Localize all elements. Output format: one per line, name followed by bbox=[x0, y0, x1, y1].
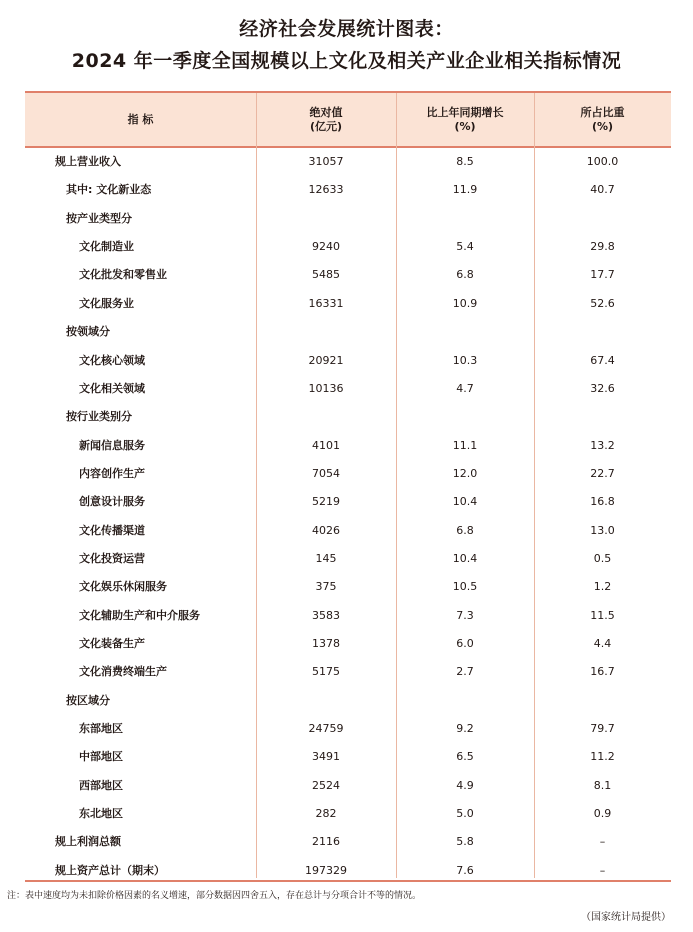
cell-growth: 11.1 bbox=[452, 438, 478, 452]
chart-title-line2: 2024 年一季度全国规模以上文化及相关产业企业相关指标情况 bbox=[71, 50, 622, 72]
cell-share: 1.2 bbox=[593, 580, 612, 594]
row-label: 文化传播渠道 bbox=[79, 523, 145, 537]
table-row bbox=[25, 148, 671, 176]
cell-share: 22.7 bbox=[590, 466, 615, 480]
cell-absolute-value: 2524 bbox=[312, 778, 340, 792]
header-growth-line2: (%) bbox=[454, 119, 476, 133]
cell-growth: 10.3 bbox=[452, 353, 478, 367]
table-row bbox=[25, 261, 671, 289]
row-label: 中部地区 bbox=[79, 750, 123, 764]
cell-share: 8.1 bbox=[593, 778, 612, 792]
table-row bbox=[25, 743, 671, 771]
table-row bbox=[25, 375, 671, 403]
cell-share: 4.4 bbox=[593, 637, 612, 650]
cell-growth: 2.7 bbox=[456, 665, 474, 679]
cell-growth: 6.8 bbox=[456, 523, 474, 537]
cell-growth: 10.9 bbox=[452, 296, 478, 310]
table-row bbox=[25, 715, 671, 743]
cell-share: 52.6 bbox=[590, 296, 615, 310]
table-row bbox=[25, 828, 671, 856]
header-absolute-value-line2: (亿元) bbox=[309, 119, 343, 133]
cell-absolute-value: 5219 bbox=[312, 495, 340, 509]
row-label: 规上营业收入 bbox=[55, 155, 121, 168]
cell-absolute-value: 12633 bbox=[308, 183, 344, 197]
cell-share: 11.2 bbox=[590, 750, 615, 764]
cell-growth: 5.8 bbox=[456, 835, 474, 849]
cell-absolute-value: 2116 bbox=[312, 835, 340, 849]
row-label: 文化消费终端生产 bbox=[79, 665, 167, 679]
cell-share: – bbox=[599, 863, 606, 877]
cell-share: 40.7 bbox=[590, 183, 615, 197]
cell-share: 16.8 bbox=[590, 495, 615, 509]
table-row bbox=[25, 460, 671, 488]
cell-growth: 10.4 bbox=[452, 495, 478, 509]
cell-share: 0.9 bbox=[593, 807, 612, 821]
row-label: 内容创作生产 bbox=[79, 466, 145, 480]
row-label: 文化核心领域 bbox=[79, 353, 145, 367]
cell-share: 16.7 bbox=[590, 665, 615, 679]
cell-growth: 6.0 bbox=[456, 637, 474, 650]
cell-absolute-value: 5485 bbox=[312, 268, 340, 282]
table-row bbox=[25, 318, 671, 346]
cell-absolute-value: 7054 bbox=[312, 466, 340, 480]
table-row bbox=[25, 573, 671, 601]
cell-absolute-value: 4101 bbox=[312, 438, 340, 452]
cell-growth: 6.8 bbox=[456, 268, 474, 282]
cell-growth: 9.2 bbox=[456, 722, 474, 735]
cell-absolute-value: 3583 bbox=[312, 608, 340, 622]
table-row bbox=[25, 347, 671, 375]
cell-share: – bbox=[599, 835, 606, 849]
cell-absolute-value: 9240 bbox=[312, 240, 340, 254]
cell-absolute-value: 3491 bbox=[312, 750, 340, 764]
row-label: 按领域分 bbox=[66, 325, 110, 339]
row-label: 文化批发和零售业 bbox=[79, 268, 167, 282]
cell-growth: 8.5 bbox=[456, 155, 474, 168]
cell-share: 11.5 bbox=[590, 608, 615, 622]
header-absolute-value-line1: 绝对值 bbox=[309, 105, 343, 119]
cell-share: 13.2 bbox=[590, 438, 615, 452]
row-label: 东北地区 bbox=[79, 807, 123, 821]
cell-absolute-value: 10136 bbox=[308, 381, 344, 395]
cell-growth: 10.5 bbox=[452, 580, 478, 594]
row-label: 文化服务业 bbox=[79, 296, 134, 310]
table-row bbox=[25, 602, 671, 630]
header-indicator-text: 指 标 bbox=[127, 112, 154, 126]
cell-absolute-value: 31057 bbox=[308, 155, 344, 168]
cell-absolute-value: 4026 bbox=[312, 523, 340, 537]
cell-absolute-value: 282 bbox=[315, 807, 337, 821]
cell-growth: 4.9 bbox=[456, 778, 474, 792]
cell-growth: 5.0 bbox=[456, 807, 474, 821]
row-label: 按行业类别分 bbox=[66, 410, 132, 424]
table-row bbox=[25, 800, 671, 828]
table-row bbox=[25, 488, 671, 516]
table-header bbox=[25, 93, 671, 148]
header-absolute-value bbox=[256, 93, 396, 146]
cell-growth: 12.0 bbox=[452, 466, 478, 480]
row-label: 按区域分 bbox=[66, 693, 110, 707]
row-label: 文化相关领域 bbox=[79, 381, 145, 395]
cell-absolute-value: 20921 bbox=[308, 353, 344, 367]
statistics-table bbox=[25, 91, 671, 882]
cell-growth: 7.6 bbox=[456, 863, 474, 877]
row-label: 文化辅助生产和中介服务 bbox=[79, 608, 200, 622]
source-credit: （国家统计局提供） bbox=[581, 912, 671, 923]
row-label: 文化装备生产 bbox=[79, 637, 145, 650]
cell-growth: 10.4 bbox=[452, 551, 478, 565]
table-row bbox=[25, 290, 671, 318]
header-growth bbox=[396, 93, 534, 146]
cell-share: 32.6 bbox=[590, 381, 615, 395]
row-label: 文化娱乐休闲服务 bbox=[79, 580, 167, 594]
table-note: 注：表中速度均为未扣除价格因素的名义增速，部分数据因四舍五入，存在总计与分项合计不等的情况。 bbox=[7, 891, 422, 901]
cell-share: 67.4 bbox=[590, 353, 615, 367]
table-row bbox=[25, 176, 671, 204]
cell-share: 79.7 bbox=[590, 722, 615, 735]
row-label: 东部地区 bbox=[79, 722, 123, 735]
row-label: 按产业类型分 bbox=[66, 211, 132, 225]
cell-share: 0.5 bbox=[593, 551, 612, 565]
table-row bbox=[25, 658, 671, 686]
header-share-line2: (%) bbox=[591, 119, 614, 133]
cell-absolute-value: 145 bbox=[315, 551, 337, 565]
cell-absolute-value: 197329 bbox=[305, 863, 347, 877]
row-label: 文化制造业 bbox=[79, 240, 134, 254]
table-row bbox=[25, 205, 671, 233]
chart-title-line1: 经济社会发展统计图表： bbox=[239, 18, 454, 40]
table-row bbox=[25, 233, 671, 261]
cell-absolute-value: 16331 bbox=[308, 296, 344, 310]
row-label: 文化投资运营 bbox=[79, 551, 145, 565]
cell-share: 13.0 bbox=[590, 523, 615, 537]
header-share-line1: 所占比重 bbox=[580, 105, 625, 119]
header-indicator bbox=[25, 93, 256, 146]
cell-share: 17.7 bbox=[590, 268, 615, 282]
header-growth-line1: 比上年同期增长 bbox=[426, 105, 504, 119]
cell-growth: 7.3 bbox=[456, 608, 474, 622]
row-label: 规上资产总计（期末） bbox=[55, 863, 165, 877]
table-row bbox=[25, 517, 671, 545]
cell-absolute-value: 1378 bbox=[312, 637, 340, 650]
table-row bbox=[25, 772, 671, 800]
row-label: 新闻信息服务 bbox=[79, 438, 145, 452]
table-row bbox=[25, 545, 671, 573]
table-row bbox=[25, 857, 671, 885]
table-row bbox=[25, 403, 671, 431]
cell-share: 29.8 bbox=[590, 240, 615, 254]
row-label: 其中: 文化新业态 bbox=[66, 183, 152, 197]
row-label: 西部地区 bbox=[79, 778, 123, 792]
header-share bbox=[534, 93, 671, 146]
row-label: 规上利润总额 bbox=[55, 835, 121, 849]
table-row bbox=[25, 687, 671, 715]
cell-absolute-value: 375 bbox=[315, 580, 337, 594]
row-label: 创意设计服务 bbox=[79, 495, 145, 509]
cell-growth: 5.4 bbox=[456, 240, 474, 254]
cell-absolute-value: 5175 bbox=[312, 665, 340, 679]
cell-growth: 6.5 bbox=[456, 750, 474, 764]
cell-share: 100.0 bbox=[586, 155, 619, 168]
cell-growth: 11.9 bbox=[452, 183, 478, 197]
cell-growth: 4.7 bbox=[456, 381, 474, 395]
cell-absolute-value: 24759 bbox=[308, 722, 344, 735]
table-row bbox=[25, 630, 671, 658]
table-row bbox=[25, 432, 671, 460]
